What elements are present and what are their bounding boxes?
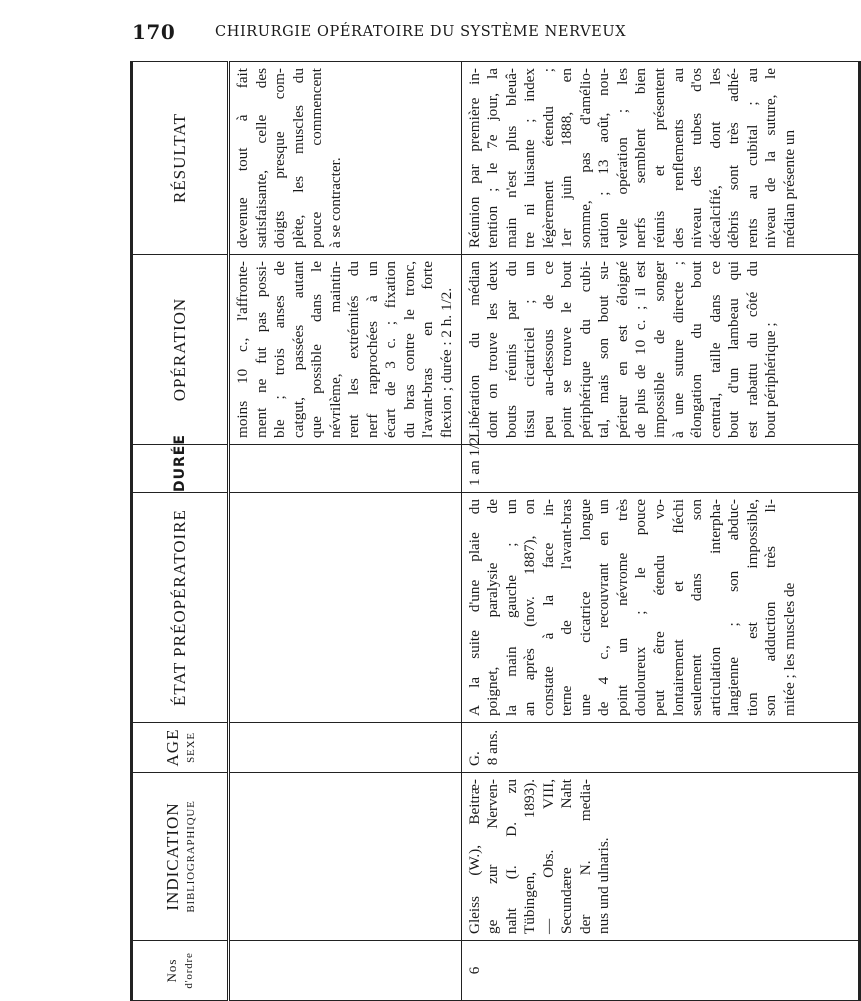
text-line: la main gauche ; un <box>502 499 520 716</box>
cont-indication-cell <box>229 773 462 941</box>
text-line: médian présente un <box>780 129 798 248</box>
text-line: moins 10 c., l'affronte- <box>234 261 251 438</box>
text-line: élongation du bout <box>688 261 706 438</box>
text-line: Tübingen, 1893). <box>521 779 539 934</box>
text-line: dont on trouve les deux <box>484 261 502 438</box>
header-no-label: Nos <box>164 958 180 983</box>
text-line: A la suite d'une plaie du <box>465 499 483 716</box>
text-line: réunis et présentent <box>651 68 669 248</box>
text-line: à se contracter. <box>326 157 344 248</box>
text-line: nerfs semblent bien <box>632 68 650 248</box>
running-title: CHIRURGIE OPÉRATOIRE DU SYSTÈME NERVEUX <box>215 24 627 40</box>
text-line: rents au cubital ; au <box>743 68 761 248</box>
text-line: des renflements au <box>669 68 687 248</box>
text-line: tal, mais son bout su- <box>595 261 613 438</box>
text-line: tissu cicatriciel ; un <box>521 261 539 438</box>
text-line: der N. media- <box>576 779 594 934</box>
header-duree-label: DURÉE <box>172 434 188 492</box>
text-line: — Obs. VIII, <box>539 779 557 934</box>
text-line: main n'est plus bleuâ- <box>502 68 520 248</box>
text-line: tion est impossible, <box>743 499 761 716</box>
text-line: tre ni luisante ; index <box>521 68 539 248</box>
cont-etat-cell <box>229 493 462 723</box>
text-line: bouts réunis par du <box>502 261 520 438</box>
text-line: naht (I. D. zu <box>502 779 520 934</box>
text-line: doigts presque com- <box>271 68 289 248</box>
text-line: douloureux ; le pouce <box>632 499 650 716</box>
text-line: débris sont très adhé- <box>725 68 743 248</box>
text-line: du bras contre le tronc, <box>400 261 418 438</box>
text-line: nus und ulnaris. <box>595 837 613 934</box>
text-line: plète, les muscles du <box>289 68 307 248</box>
header-no <box>132 941 229 1001</box>
text-line: impossible de songer <box>651 261 669 438</box>
header-duree <box>132 434 229 493</box>
text-line: Libération du médian <box>465 261 483 438</box>
text-line: an après (nov. 1887), on <box>521 499 539 716</box>
header-age-sub: SEXE <box>185 732 198 763</box>
table-row-6 <box>461 62 859 1001</box>
text-line: velle opération ; les <box>613 68 631 248</box>
text-line: légèrement étendu ; <box>539 68 557 248</box>
header-age <box>132 723 229 773</box>
text-line: à une suture directe ; <box>669 261 687 438</box>
text-line: une cicatrice longue <box>576 499 594 716</box>
text-line: nerf rapprochées à un <box>363 261 381 438</box>
text-line: point se trouve le bout <box>558 261 576 438</box>
text-line: rent les extrémités du <box>345 261 363 438</box>
page-header <box>0 0 800 60</box>
text-line: devenue tout à fait <box>234 68 251 248</box>
rotated-table <box>130 62 798 1001</box>
text-line: peu au-dessous de ce <box>539 261 557 438</box>
text-line: flexion ; durée : 2 h. 1/2. <box>438 287 456 438</box>
header-indication-sub: BIBLIOGRAPHIQUE <box>185 800 198 913</box>
cont-age-cell <box>229 723 462 773</box>
text-line: bout d'un lambeau qui <box>725 261 743 438</box>
row6-indication-cell <box>461 773 859 941</box>
cont-resultat-cell <box>229 62 462 255</box>
header-resultat <box>132 62 229 255</box>
text-line: catgut, passées autant <box>289 261 307 438</box>
row6-operation-cell <box>461 255 859 445</box>
table-header-row <box>132 62 229 1001</box>
text-line: périphérique du cubi- <box>576 261 594 438</box>
row6-etat-cell <box>461 493 859 723</box>
text-line: niveau des tubes d'os <box>688 68 706 248</box>
text-line: peut être étendu vo- <box>651 499 669 716</box>
text-line: tention ; le 7e jour, la <box>484 68 502 248</box>
text-line: central, taille dans ce <box>706 261 724 438</box>
text-line: de 4 c., recouvrant en un <box>595 499 613 716</box>
text-line: l'avant-bras en forte <box>419 261 437 438</box>
table-frame <box>130 62 798 1001</box>
row6-duree-cell <box>461 437 859 493</box>
text-line: ment ne fut pas possi- <box>252 261 270 438</box>
row6-number-cell <box>461 941 859 1001</box>
text-line: est rabattu du côté du <box>743 261 761 438</box>
text-line: lontairement et fléchi <box>669 499 687 716</box>
row6-resultat-cell <box>461 62 859 255</box>
page-number: 170 <box>132 20 176 44</box>
table-row-continuation <box>229 62 462 1001</box>
row6-age-cell <box>461 723 859 773</box>
text-line: son adduction très li- <box>762 499 780 716</box>
text-line: de plus de 10 c. ; il est <box>632 261 650 438</box>
text-line: articulation interpha- <box>706 499 724 716</box>
header-operation-label: OPÉRATION <box>170 297 190 402</box>
text-line: périeur en est éloigné <box>613 261 631 438</box>
text-line: point un névrome très <box>613 499 631 716</box>
header-etat-label: ÉTAT PRÉOPÉRATOIRE <box>170 509 190 706</box>
text-line: décalcifié, dont les <box>706 68 724 248</box>
text-line: que possible dans le <box>308 261 326 438</box>
case-table <box>130 61 861 1001</box>
text-line: ble ; trois anses de <box>271 261 289 438</box>
text-line: constate à la face in- <box>539 499 557 716</box>
text-line: bout périphérique ; <box>762 322 780 438</box>
text-line: somme, pas d'amélio- <box>576 68 594 248</box>
text-line: 1er juin 1888, en <box>558 68 576 248</box>
text-line: névrilème, maintin- <box>326 261 344 438</box>
header-resultat-label: RÉSULTAT <box>170 112 190 204</box>
cont-no-cell <box>229 941 462 1001</box>
row6-duree: 1 an 1/2 <box>465 437 483 486</box>
text-line: langienne ; son abduc- <box>725 499 743 716</box>
cont-duree-cell <box>229 445 462 493</box>
text-line: terne de l'avant-bras <box>558 499 576 716</box>
text-line: ge zur Nerven- <box>484 779 502 934</box>
text-line: pouce commencent <box>308 68 326 248</box>
cont-operation-cell <box>229 255 462 445</box>
text-line: niveau de la suture, le <box>762 68 780 248</box>
header-age-label: AGE <box>162 728 182 767</box>
text-line: Réunion par première in- <box>465 68 483 248</box>
text-line: satisfaisante, celle des <box>252 68 270 248</box>
text-line: Gleiss (W.), Beitræ- <box>465 779 483 934</box>
text-line: ration ; 13 août, nou- <box>595 68 613 248</box>
text-line: poignet, paralysie de <box>484 499 502 716</box>
header-no-sub: d'ordre <box>182 952 195 989</box>
header-indication-label: INDICATION <box>162 802 182 911</box>
text-line: 8 ans. <box>484 729 502 766</box>
text-line: G. <box>465 751 483 766</box>
header-operation <box>132 255 229 445</box>
text-line: seulement dans son <box>688 499 706 716</box>
row6-number: 6 <box>465 966 483 975</box>
text-line: écart de 3 c. ; fixation <box>382 261 400 438</box>
text-line: Secundære Naht <box>558 779 576 934</box>
text-line: mitée ; les muscles de <box>780 582 798 716</box>
header-indication <box>132 773 229 941</box>
header-etat <box>132 493 229 723</box>
